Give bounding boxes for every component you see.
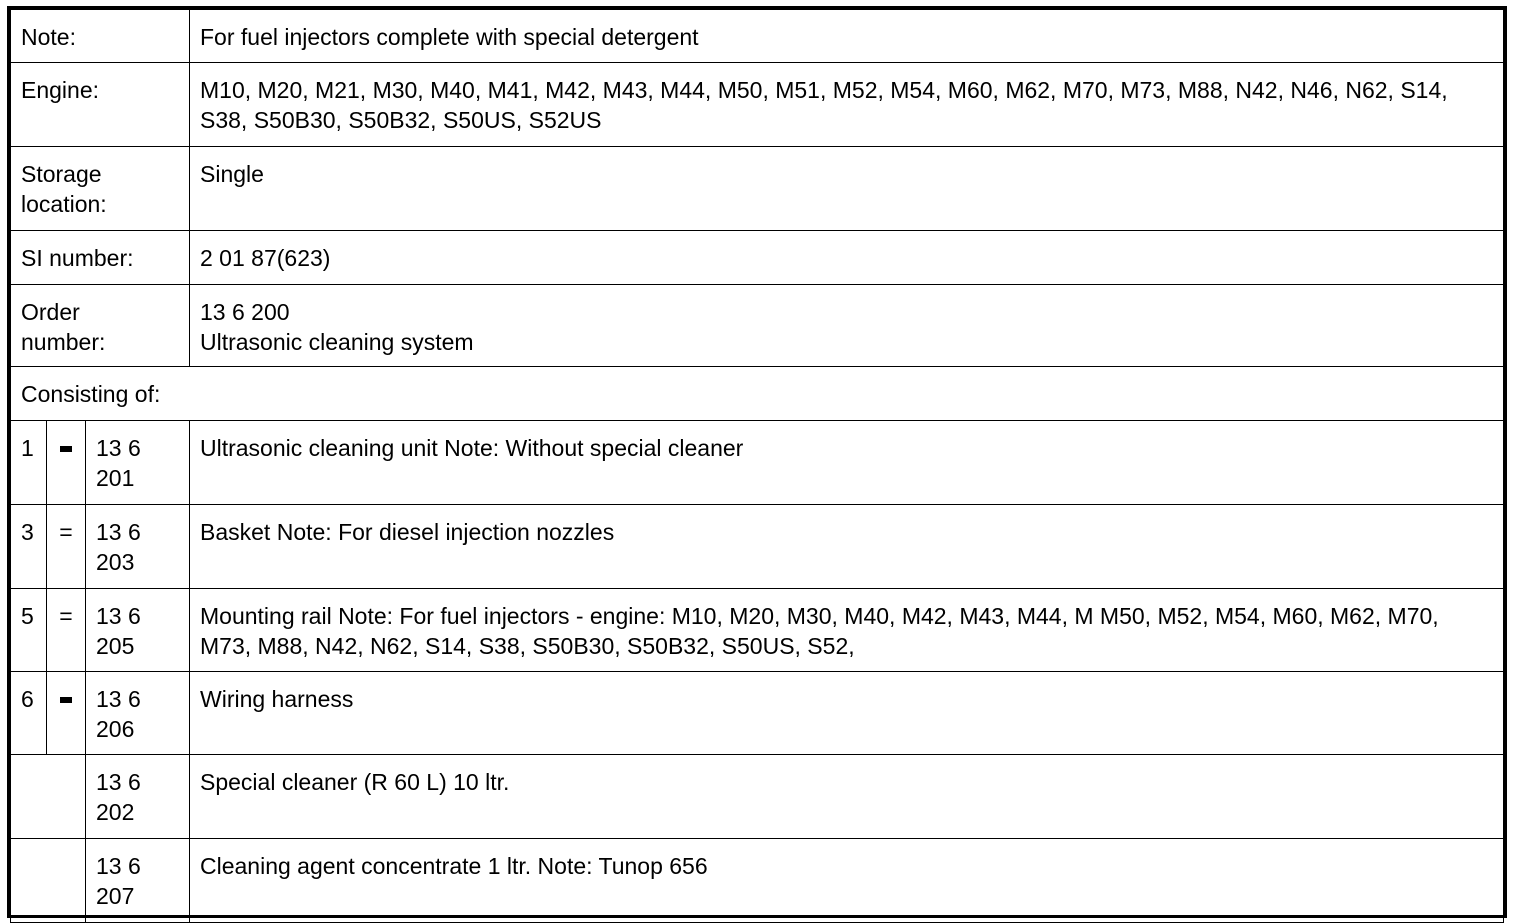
consisting-of-row [11, 367, 1504, 421]
filled-dash-icon [60, 697, 72, 703]
item-symbol [47, 672, 86, 755]
filled-dash-icon [60, 446, 72, 452]
item-description: Wiring harness [190, 672, 1504, 755]
order-number-description: Ultrasonic cleaning system [200, 329, 474, 355]
item-number: 6 [11, 672, 47, 755]
consisting-of-label: Consisting of: [11, 367, 1504, 421]
si-number-row [11, 231, 1504, 285]
spec-table [10, 9, 1504, 923]
engine-value: M10, M20, M21, M30, M40, M41, M42, M43, M44, M50, M51, M52, M54, M60, M62, M70, M73, M88, N42, N46, N62, S14, S38, S50B30, S50B32, S50US, S52US [190, 63, 1504, 147]
item-symbol [47, 421, 86, 505]
item-row [11, 839, 1504, 923]
item-code: 13 6 206 [86, 672, 190, 755]
item-number-empty [11, 839, 86, 923]
item-code: 13 6 202 [86, 755, 190, 839]
double-dash-icon: = [59, 519, 73, 545]
item-row [11, 505, 1504, 589]
item-code: 13 6 201 [86, 421, 190, 505]
double-dash-icon: = [59, 603, 73, 629]
item-code: 13 6 207 [86, 839, 190, 923]
order-number-row [11, 285, 1504, 367]
item-description: Basket Note: For diesel injection nozzles [190, 505, 1504, 589]
item-number-empty [11, 755, 86, 839]
item-description: Ultrasonic cleaning unit Note: Without special cleaner [190, 421, 1504, 505]
order-number-value [190, 285, 1504, 367]
item-symbol [47, 589, 86, 672]
item-code: 13 6 203 [86, 505, 190, 589]
order-number-label: Order number: [11, 285, 190, 367]
item-row [11, 589, 1504, 672]
storage-label: Storage location: [11, 147, 190, 231]
storage-value: Single [190, 147, 1504, 231]
note-row [11, 10, 1504, 63]
item-description: Special cleaner (R 60 L) 10 ltr. [190, 755, 1504, 839]
order-number-code: 13 6 200 [200, 299, 290, 325]
item-number: 3 [11, 505, 47, 589]
item-description: Mounting rail Note: For fuel injectors - engine: M10, M20, M30, M40, M42, M43, M44, M M50, M52, M54, M60, M62, M70, M73, M88, N42, N62, S14, S38, S50B30, S50B32, S50US, S52, [190, 589, 1504, 672]
item-row [11, 755, 1504, 839]
engine-label: Engine: [11, 63, 190, 147]
item-symbol [47, 505, 86, 589]
note-label: Note: [11, 10, 190, 63]
item-number: 5 [11, 589, 47, 672]
note-value: For fuel injectors complete with special detergent [190, 10, 1504, 63]
item-description: Cleaning agent concentrate 1 ltr. Note: Tunop 656 [190, 839, 1504, 923]
item-row [11, 421, 1504, 505]
engine-row [11, 63, 1504, 147]
si-number-value: 2 01 87(623) [190, 231, 1504, 285]
si-number-label: SI number: [11, 231, 190, 285]
spec-sheet [7, 6, 1507, 918]
item-number: 1 [11, 421, 47, 505]
item-row [11, 672, 1504, 755]
item-code: 13 6 205 [86, 589, 190, 672]
storage-row [11, 147, 1504, 231]
